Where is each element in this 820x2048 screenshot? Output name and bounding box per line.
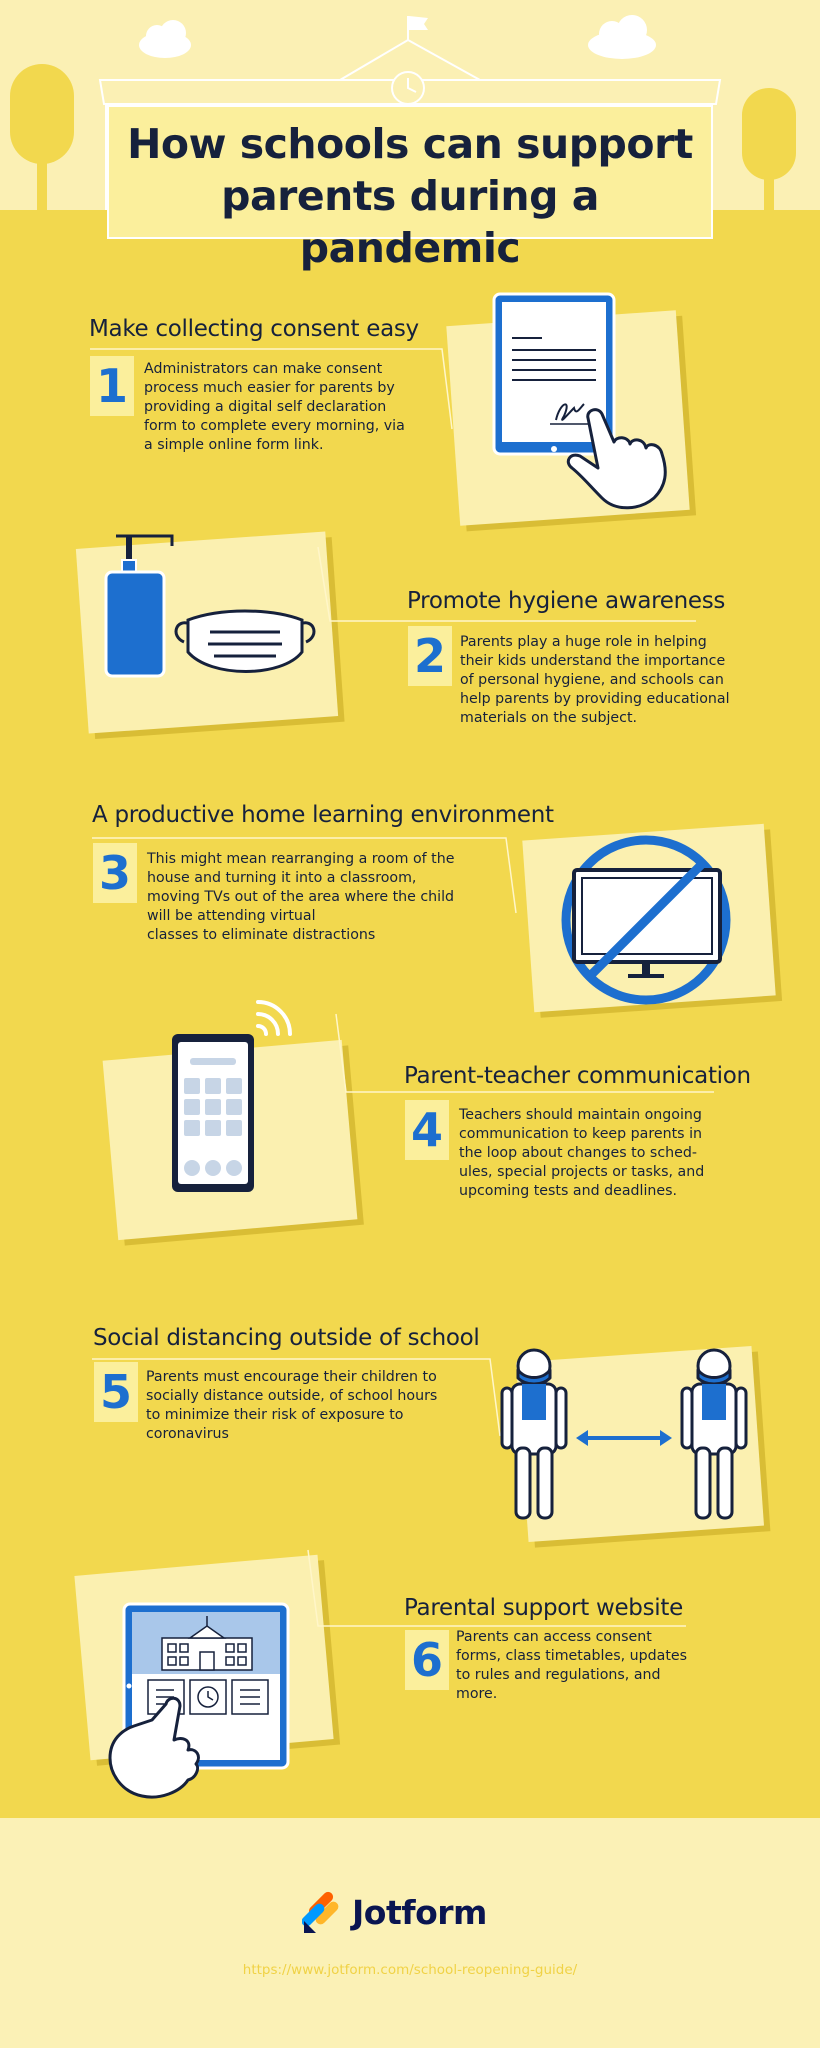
description-line: the loop about changes to sched- (459, 1145, 697, 1161)
section-description (459, 1106, 704, 1201)
section-number: 5 (99, 1365, 132, 1419)
section-number-badge (90, 356, 134, 416)
phone-illustration (160, 996, 300, 1206)
section-description (460, 633, 730, 728)
sanitizer-bottle-icon (106, 536, 172, 676)
section-number-badge (405, 1100, 449, 1160)
section-title: A productive home learning environment (92, 802, 554, 828)
social-distancing-illustration (496, 1344, 756, 1524)
section-title: Promote hygiene awareness (407, 588, 726, 614)
no-television-icon (566, 840, 726, 1000)
section-number-badge (93, 843, 137, 903)
description-line: moving TVs out of the area where the child (147, 889, 455, 905)
smartphone-icon (172, 1034, 254, 1192)
section-number: 6 (410, 1633, 443, 1687)
description-line: socially distance outside, of school hours (146, 1388, 438, 1404)
description-line: Parents can access consent (456, 1629, 652, 1645)
description-line: to rules and regulations, and (456, 1667, 661, 1683)
description-line: to minimize their risk of exposure to (146, 1407, 404, 1423)
description-line: help parents by providing educational (460, 691, 730, 707)
child-figure-icon (502, 1350, 566, 1518)
description-line: house and turning it into a classroom, (147, 870, 417, 886)
description-line: will be attending virtual (147, 908, 316, 924)
description-line: upcoming tests and deadlines. (459, 1183, 678, 1199)
description-line: their kids understand the importance (460, 653, 726, 669)
description-line: a simple online form link. (144, 437, 324, 453)
section-description (144, 360, 405, 455)
footer-url-link[interactable]: https://www.jotform.com/school-reopening-guide/ (242, 1962, 578, 1978)
description-line: Teachers should maintain ongoing (459, 1107, 702, 1123)
no-tv-illustration (560, 832, 740, 1012)
description-line: classes to eliminate distractions (147, 927, 376, 943)
description-line: providing a digital self declaration (144, 399, 387, 415)
title-line: How schools can support (127, 120, 693, 168)
tablet-signature-illustration (440, 290, 680, 530)
description-line: ules, special projects or tasks, and (459, 1164, 705, 1180)
title-line: parents during a pandemic (221, 172, 599, 272)
double-arrow-icon (576, 1430, 672, 1446)
brand-name: Jotform (352, 1893, 487, 1932)
description-line: of personal hygiene, and schools can (460, 672, 724, 688)
section-number-badge (94, 1362, 138, 1422)
description-line: This might mean rearranging a room of the (147, 851, 455, 867)
description-line: coronavirus (146, 1426, 229, 1442)
hygiene-illustration (100, 528, 330, 708)
section-number-badge (408, 626, 452, 686)
description-line: materials on the subject. (460, 710, 638, 726)
parental-website-illustration (70, 1600, 310, 1800)
section-description (147, 850, 454, 945)
section-description (456, 1628, 687, 1704)
face-mask-icon (176, 611, 314, 672)
description-line: forms, class timetables, updates (456, 1648, 687, 1664)
description-line: process much easier for parents by (144, 380, 395, 396)
section-number: 3 (98, 846, 131, 900)
description-line: Parents must encourage their children to (146, 1369, 437, 1385)
child-figure-icon (682, 1350, 746, 1518)
description-line: Parents play a huge role in helping (460, 634, 707, 650)
section-number: 4 (410, 1103, 443, 1157)
description-line: communication to keep parents in (459, 1126, 703, 1142)
section-title: Make collecting consent easy (89, 316, 419, 342)
wifi-signal-icon (258, 1002, 290, 1034)
section-number: 2 (413, 629, 446, 683)
description-line: Administrators can make consent (144, 361, 383, 377)
section-title: Social distancing outside of school (93, 1325, 480, 1351)
section-number-badge (405, 1630, 449, 1690)
description-line: form to complete every morning, via (144, 418, 405, 434)
jotform-logo[interactable] (300, 1888, 520, 1938)
section-number: 1 (95, 359, 128, 413)
description-line: more. (456, 1686, 498, 1702)
section-description (146, 1368, 437, 1444)
jotform-logo-icon (302, 1891, 342, 1935)
section-title: Parental support website (404, 1595, 683, 1621)
section-title: Parent-teacher communication (404, 1063, 751, 1089)
page-title (107, 118, 713, 274)
